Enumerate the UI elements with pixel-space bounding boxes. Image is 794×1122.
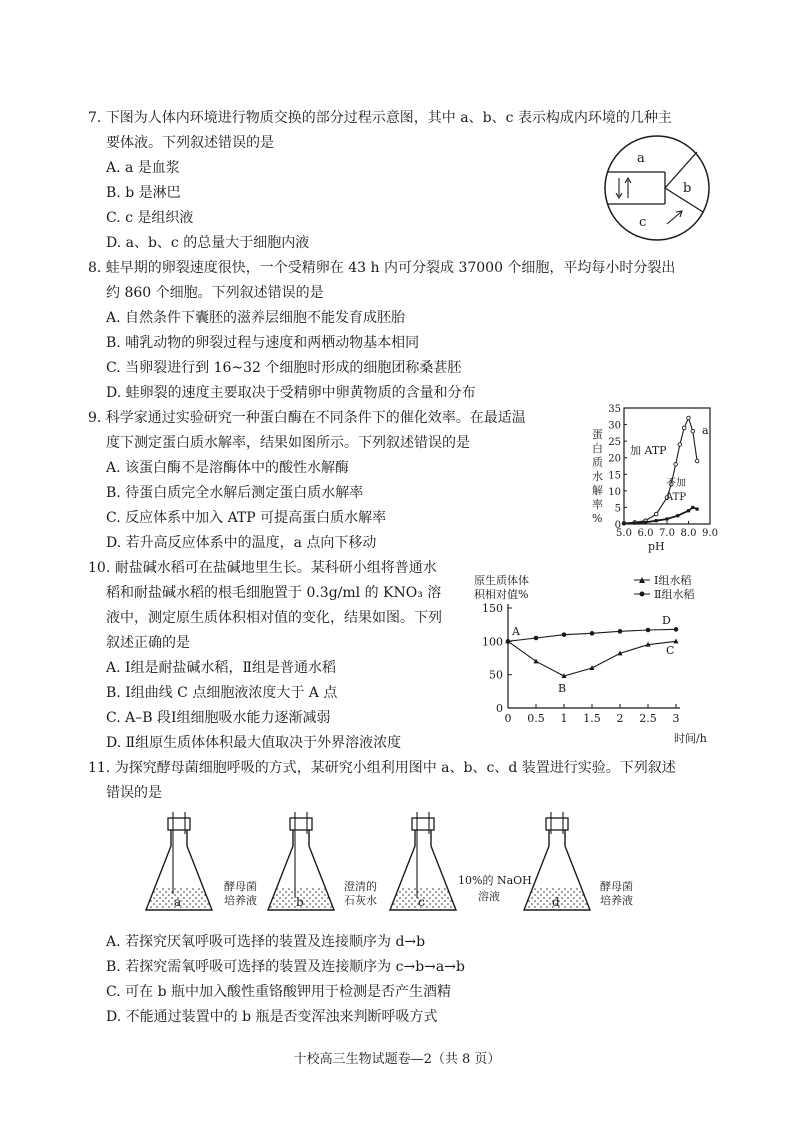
q10-point-group2 <box>590 631 595 636</box>
q10-legend-group1: Ⅰ组水稻 <box>654 574 692 587</box>
q10-x-tick-label: 2 <box>616 712 624 725</box>
q11-option-a: A. 若探究厌氧呼吸可选择的装置及连接顺序为 d→b <box>106 934 426 950</box>
svg-text:白: 白 <box>592 442 603 455</box>
q9-y-tick-label: 15 <box>608 470 621 482</box>
q10-option-b: B. Ⅰ组曲线 C 点细胞液浓度大于 A 点 <box>106 685 338 701</box>
q9-option-c: C. 反应体系中加入 ATP 可提高蛋白质水解率 <box>106 510 387 526</box>
q10-option-a: A. Ⅰ组是耐盐碱水稻，Ⅱ组是普通水稻 <box>106 660 337 676</box>
q7-option-b: B. b 是淋巴 <box>106 185 181 201</box>
q10-legend-group2: Ⅱ组水稻 <box>654 588 695 601</box>
q7-option-a: A. a 是血浆 <box>106 160 180 176</box>
q10-y-tick-label: 150 <box>482 602 503 615</box>
q10-x-tick-label: 1.5 <box>583 712 601 725</box>
q10-x-tick-label: 0 <box>504 712 512 725</box>
q9-y-tick-label: 5 <box>614 503 621 515</box>
q7-option-d: D. a、b、c 的总量大于细胞内液 <box>106 235 310 251</box>
q10-point-group2 <box>618 629 623 634</box>
q10-point-group2 <box>506 639 511 644</box>
q7-option-c: C. c 是组织液 <box>106 210 194 226</box>
q8-stem-line2: 约 860 个细胞。下列叙述错误的是 <box>106 285 324 301</box>
q10-legend <box>634 573 694 601</box>
q9-y-tick-label: 0 <box>614 520 621 531</box>
flask-a-label1: 酵母菌 <box>224 880 257 893</box>
flask-c-letter: c <box>418 895 425 909</box>
q10-y-axis-label-2: 积相对值% <box>474 588 529 601</box>
svg-text:质: 质 <box>592 456 603 469</box>
q9-point-no-atp <box>665 517 668 520</box>
flask-c-label1: 10%的 NaOH <box>458 874 532 887</box>
q11-stem-line2: 错误的是 <box>106 785 162 801</box>
q10-y-axis-label-1: 原生质体体 <box>474 574 529 587</box>
q9-point-atp <box>691 429 695 433</box>
q11-option-c: C. 可在 b 瓶中加入酸性重铬酸钾用于检测是否产生酒精 <box>106 984 451 1000</box>
q9-x-tick-label: 9.0 <box>702 528 718 539</box>
q10-x-tick-label: 3 <box>672 712 680 725</box>
q9-point-no-atp <box>633 521 636 524</box>
q10-x-tick-label: 1 <box>560 712 568 725</box>
q9-y-tick-label: 25 <box>608 437 621 449</box>
q9-series-label-atp: 加 ATP <box>630 444 667 457</box>
svg-text:解: 解 <box>592 484 603 497</box>
q9-option-a: A. 该蛋白酶不是溶酶体中的酸性水解酶 <box>106 460 350 476</box>
flask-b-label1: 澄清的 <box>344 880 377 893</box>
q9-point-atp <box>654 512 658 516</box>
q10-stem-line4: 叙述正确的是 <box>106 635 190 651</box>
svg-text:%: % <box>592 512 603 525</box>
flask-d-label1: 酵母菌 <box>600 880 633 893</box>
q8-option-c: C. 当卵裂进行到 16~32 个细胞时形成的细胞团称桑葚胚 <box>106 360 462 376</box>
q7-label-b: b <box>683 181 692 196</box>
q10-stem-line2: 稻和耐盐碱水稻的根毛细胞置于 0.3g/ml 的 KNO₃ 溶 <box>106 585 442 601</box>
q10-option-c: C. A–B 段Ⅰ组细胞吸水能力逐渐减弱 <box>106 710 331 726</box>
q11-stem-line1: 11. 为探究酵母菌细胞呼吸的方式，某研究小组利用图中 a、b、c、d 装置进行实验。下列叙述 <box>88 760 676 776</box>
q9-stem-line2: 度下测定蛋白质水解率，结果如图所示。下列叙述错误的是 <box>106 435 470 451</box>
q9-point-atp <box>695 459 699 463</box>
q10-point-group1 <box>673 639 678 644</box>
q9-point-atp <box>674 463 678 467</box>
flask-d-letter: d <box>552 895 560 909</box>
q10-point-group2 <box>674 627 679 632</box>
q8-stem-line1: 8. 蛙早期的卵裂速度很快，一个受精卵在 43 h 内可分裂成 37000 个细胞，平均每小时分裂出 <box>88 260 676 276</box>
q10-x-axis-label: 时间/h <box>674 732 707 745</box>
flask-c <box>390 812 532 910</box>
q9-point-no-atp <box>644 521 647 524</box>
q9-stem-line1: 9. 科学家通过实验研究一种蛋白酶在不同条件下的催化效率。在最适温 <box>88 410 526 426</box>
svg-text:率: 率 <box>592 498 603 511</box>
q10-series-line-1 <box>508 641 676 676</box>
q8-option-a: A. 自然条件下囊胚的滋养层细胞不能发育成胚胎 <box>106 310 406 326</box>
svg-text:蛋: 蛋 <box>592 428 603 441</box>
q9-point-no-atp <box>696 507 699 510</box>
q8-option-b: B. 哺乳动物的卵裂过程与速度和两栖动物基本相同 <box>106 335 420 351</box>
svg-text:水: 水 <box>592 470 603 483</box>
q9-series-label-no-atp-2: ATP <box>666 492 687 503</box>
q10-point-group1 <box>533 659 538 664</box>
q11-option-d: D. 不能通过装置中的 b 瓶是否变浑浊来判断呼吸方式 <box>106 1009 438 1025</box>
q9-x-tick-label: 6.0 <box>637 528 654 539</box>
q9-point-no-atp <box>622 522 625 525</box>
flask-b-label2: 石灰水 <box>344 894 377 907</box>
q10-stem-line3: 液中，测定原生质体积相对值的变化，结果如图。下列 <box>106 610 442 626</box>
flask-a <box>146 812 257 910</box>
q10-point-A: A <box>512 625 520 638</box>
q11-flask-diagram <box>140 812 660 920</box>
flask-a-letter: a <box>174 895 182 909</box>
q10-protoplast-chart <box>448 568 720 746</box>
q9-point-atp <box>678 443 682 447</box>
q9-point-atp <box>682 426 686 430</box>
q9-point-label-a: a <box>702 424 709 437</box>
q10-x-tick-label: 2.5 <box>639 712 657 725</box>
q9-point-atp <box>687 416 691 420</box>
flask-b <box>268 812 377 910</box>
q10-point-group2 <box>534 636 539 641</box>
q10-option-d: D. Ⅱ组原生质体体积最大值取决于外界溶液浓度 <box>106 735 402 751</box>
q9-x-tick-label: 8.0 <box>680 528 697 539</box>
q10-point-C: C <box>666 644 675 657</box>
q7-stem-line2: 要体液。下列叙述错误的是 <box>106 135 274 151</box>
q9-x-axis-label: pH <box>648 540 665 553</box>
page-footer: 十校高三生物试题卷—2（共 8 页） <box>293 1052 501 1067</box>
q9-x-tick-label: 7.0 <box>659 528 675 539</box>
q10-point-D: D <box>662 614 671 627</box>
q9-point-no-atp <box>655 519 658 522</box>
q9-option-b: B. 待蛋白质完全水解后测定蛋白质水解率 <box>106 485 364 501</box>
flask-b-letter: b <box>296 895 304 909</box>
flask-c-label2: 溶液 <box>478 890 500 903</box>
q7-stem-line1: 7. 下图为人体内环境进行物质交换的部分过程示意图，其中 a、b、c 表示构成内环境的几种主 <box>88 110 672 126</box>
q7-label-c: c <box>639 215 647 230</box>
q9-y-tick-label: 20 <box>608 453 621 465</box>
q8-option-d: D. 蛙卵裂的速度主要取决于受精卵中卵黄物质的含量和分布 <box>106 385 476 401</box>
q9-point-no-atp <box>687 509 690 512</box>
q9-point-no-atp <box>691 506 694 509</box>
q9-enzyme-chart <box>586 400 716 556</box>
q10-point-B: B <box>558 682 567 695</box>
q9-y-tick-label: 30 <box>608 420 621 432</box>
q9-option-d: D. 若升高反应体系中的温度，a 点向下移动 <box>106 535 377 551</box>
q9-y-tick-label: 35 <box>608 404 621 415</box>
q10-x-tick-label: 0.5 <box>527 712 545 725</box>
q10-stem-line1: 10. 耐盐碱水稻可在盐碱地里生长。某科研小组将普通水 <box>88 560 437 576</box>
q9-x-tick-label: 5.0 <box>616 528 632 539</box>
q11-option-b: B. 若探究需氧呼吸可选择的装置及连接顺序为 c→b→a→b <box>106 959 465 975</box>
flask-d-label2: 培养液 <box>600 894 633 907</box>
q9-plot-frame <box>624 408 710 524</box>
q10-y-tick-label: 50 <box>489 668 503 682</box>
q10-y-tick-label: 100 <box>482 635 503 649</box>
q10-point-group2 <box>562 632 567 637</box>
q9-point-no-atp <box>676 514 679 517</box>
q9-y-tick-label: 10 <box>608 486 621 498</box>
q7-fluid-diagram <box>597 132 717 244</box>
flask-a-label2: 培养液 <box>224 894 257 907</box>
flask-d <box>524 812 633 910</box>
q10-point-group2 <box>646 628 651 633</box>
q9-series-line-1 <box>624 418 697 523</box>
q10-y-tick-label: 0 <box>496 702 503 715</box>
q7-label-a: a <box>637 151 645 166</box>
q9-series-label-no-atp-1: 不加 <box>666 478 686 489</box>
